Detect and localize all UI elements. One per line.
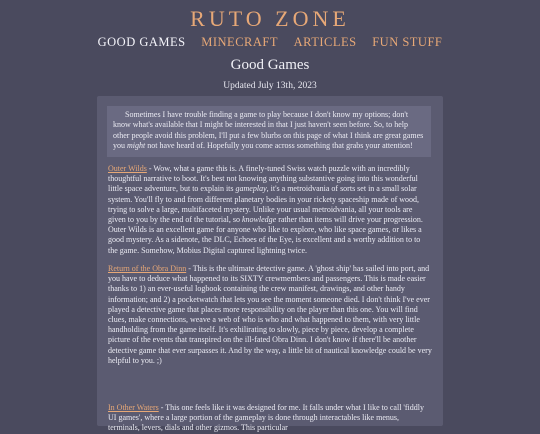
game-link-obra-dinn[interactable]: Return of the Obra Dinn — [108, 264, 187, 273]
site-title[interactable]: RUTO ZONE — [190, 6, 350, 31]
main-nav — [0, 35, 540, 50]
updated-date: Updated July 13th, 2023 — [223, 81, 317, 91]
intro-text-2: not have heard of. Hopefully you come across something that grabs your attention! — [145, 140, 413, 150]
intro-box — [107, 106, 431, 157]
nav-item-articles[interactable]: ARTICLES — [293, 35, 357, 49]
game-entry-obra-dinn — [108, 264, 432, 398]
page-title: Good Games — [230, 57, 310, 73]
entry-text: rather than items will drive your progression. Outer Wilds is an excellent game for anyone who like to explore, who like space games, or likes a good mystery. As a sidenote, the DLC, Echoes of the Eye, is excellent and a worthy addition to to the game. Somehow, Mobius Digital captured lightning twice. — [108, 215, 423, 255]
entry-emphasis: knowledge — [241, 215, 277, 225]
nav-item-fun-stuff[interactable]: FUN STUFF — [372, 35, 443, 49]
entry-text: , it's a metroidvania of sorts set in a small solar system. You'll fly to and from different planetary bodies in your rickety spaceship made of wood, trying to solve a large, multifaceted mystery. Unlike your usual metroidvania, all your tools are given to you by the end of the tutorial, so — [108, 184, 420, 225]
game-entry-in-other-waters — [108, 403, 432, 433]
intro-emphasis: might — [127, 140, 146, 150]
nav-item-minecraft[interactable]: MINECRAFT — [201, 35, 278, 49]
game-link-in-other-waters[interactable]: In Other Waters — [108, 403, 159, 412]
entry-text: - Wow, what a game this is. A finely-tuned Swiss watch puzzle with an incredibly thoughtful narrative to boot. It's best not knowing anything substantive going into this wonderful little space adventure, but to explain its — [108, 164, 418, 194]
entry-emphasis: gameplay — [235, 184, 267, 194]
intro-text-1: Sometimes I have trouble finding a game to play because I don't know my options; don't know what's available that I might be interested in that I just haven't seen before. So, to help other people avoid this problem, I'll put a few blurbs on this page of what I think are great games you — [113, 110, 424, 150]
content-panel — [97, 96, 443, 433]
entry-text: - This is the ultimate detective game. A 'ghost ship' has sailed into port, and you have to deduce what happened to its SIXTY crewmembers and passengers. This is made easier thanks to 1) an ever-useful logbook containing the crew manifest, drawings, and other handy information; and 2) a pocketwatch that lets you see the moment someone died. I don't think I've ever played a detective game that places more responsibility on the player than this one. You will find clues, make connections, weave a web of who is who and what happened to them, with very little handholding from the game itself. It's exhilirating to slowly, piece by piece, develop a complete picture of the events that transpired on the ill-fated Obra Dinn. I don't know if there'll be another detective game that ever surpasses it. And by the way, a little bit of nautical knowledge could be very helpful to you. ;) — [108, 264, 432, 365]
entry-text: - This one feels like it was designed for me. It falls under what I like to call 'fiddly UI games', where a large portion of the gameplay is done through interactables like menus, terminals, levers, dials and other gizmos. This particular — [108, 403, 424, 433]
game-link-outer-wilds[interactable]: Outer Wilds — [108, 164, 147, 173]
nav-item-good-games[interactable]: GOOD GAMES — [97, 35, 186, 49]
